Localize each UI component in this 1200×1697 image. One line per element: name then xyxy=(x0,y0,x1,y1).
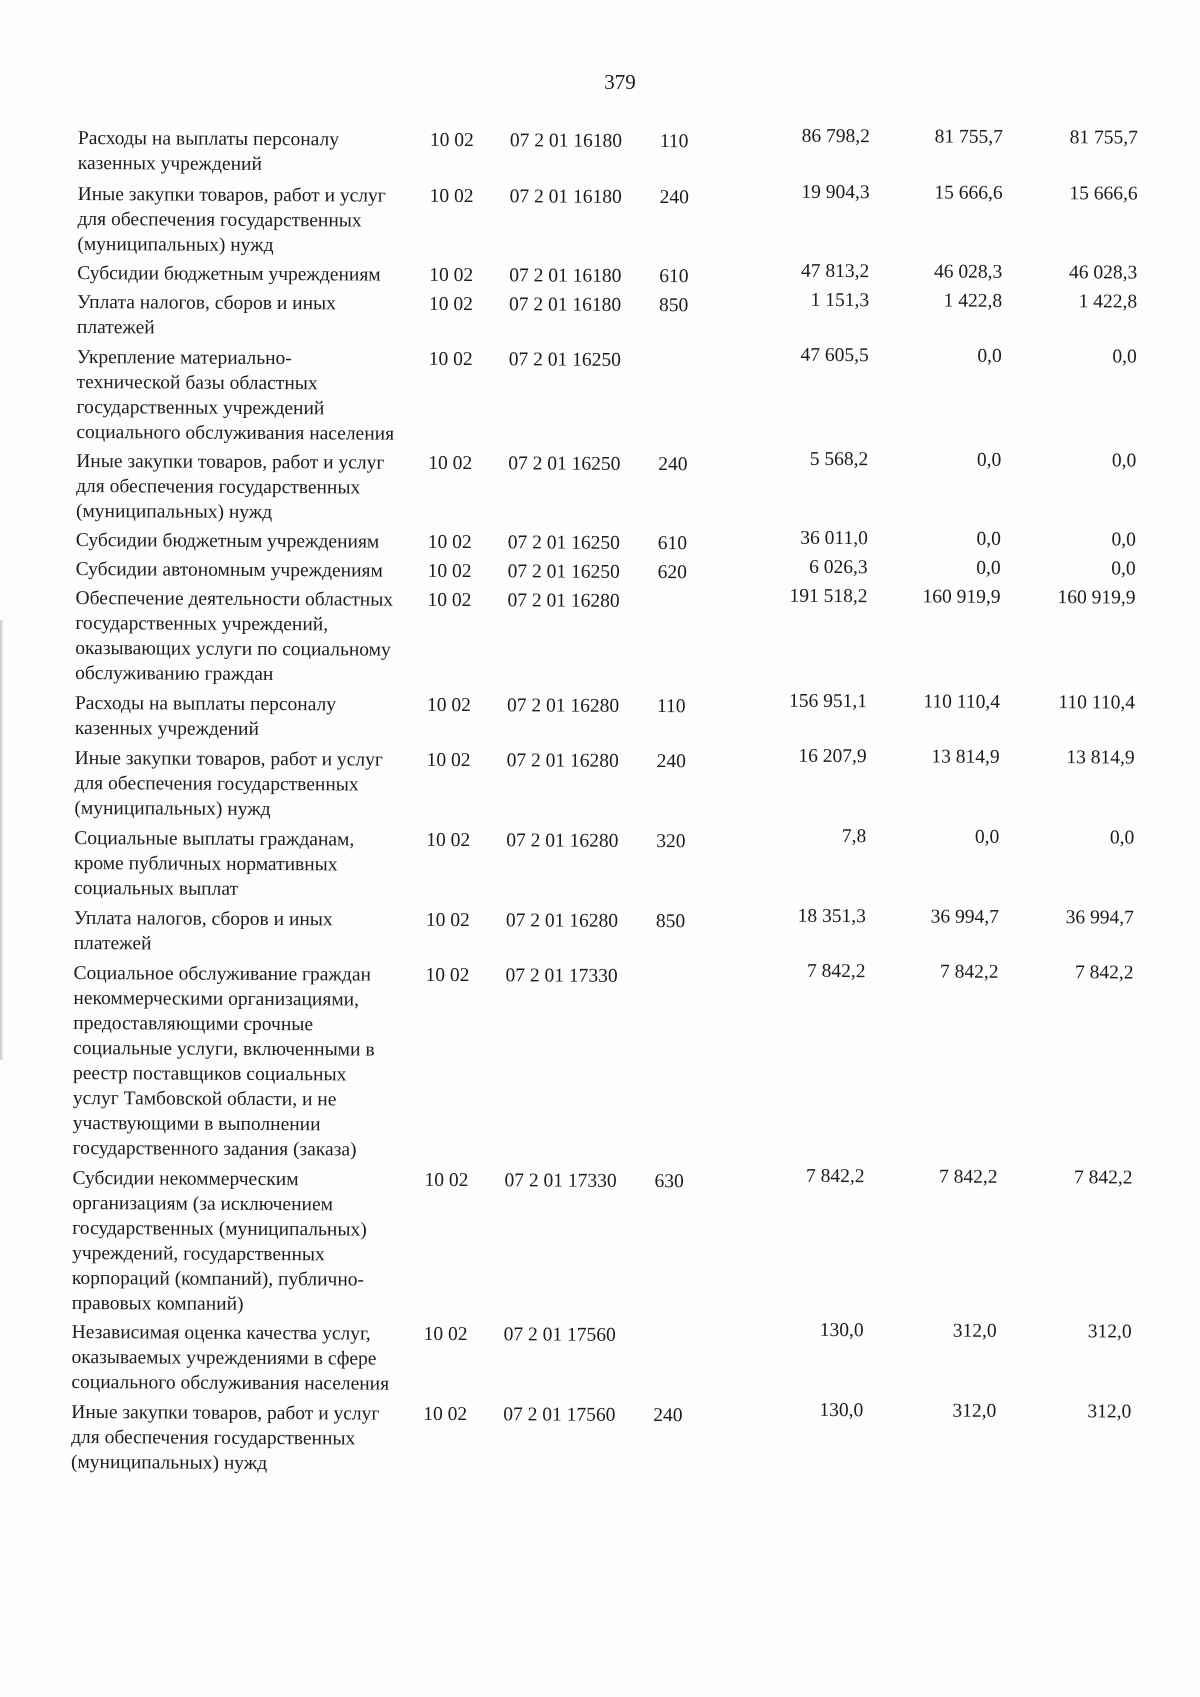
row-section: 10 02 xyxy=(427,531,472,554)
row-value-3: 7 842,2 xyxy=(1073,1167,1133,1189)
row-name: Иные закупки товаров, работ и услуг для обеспечения государственных (муниципальных) нужд xyxy=(75,450,385,524)
row-code: 07 2 01 16280 xyxy=(507,590,620,612)
table-row xyxy=(77,182,1182,263)
row-value-3: 160 919,9 xyxy=(1057,587,1136,609)
row-name: Субсидии некоммерческим организациям (за исключением государственных (муниципальных) учреждений, государственных корпораций (компаний), публично- правовых компаний) xyxy=(71,1167,367,1315)
row-value-2: 0,0 xyxy=(976,449,1002,471)
row-value-1: 19 904,3 xyxy=(801,181,870,204)
row-section: 10 02 xyxy=(425,964,470,987)
row-expense-type: 850 xyxy=(659,295,689,317)
row-value-1: 5 568,2 xyxy=(809,448,869,471)
row-section: 10 02 xyxy=(427,589,472,612)
row-value-2: 7 842,2 xyxy=(938,1166,998,1188)
row-value-1: 47 813,2 xyxy=(800,260,870,283)
table-row xyxy=(76,449,1181,530)
row-value-2: 110 110,4 xyxy=(923,691,1001,713)
row-name: Иные закупки товаров, работ и услуг для обеспечения государственных (муниципальных) нужд xyxy=(77,183,386,257)
table-row xyxy=(74,826,1179,907)
row-code: 07 2 01 17330 xyxy=(505,965,618,987)
row-expense-type: 110 xyxy=(659,131,689,153)
row-section: 10 02 xyxy=(429,264,474,287)
row-value-3: 81 755,7 xyxy=(1069,127,1139,149)
row-section: 10 02 xyxy=(426,694,471,717)
table-row xyxy=(77,261,1182,292)
row-name: Социальное обслуживание граждан некоммерческими организациями, предоставляющими срочные социальные услуги, включенными в реестр поставщиков социальных услуг Тамбовской области, и не участвующими в выполнении государственного задания (заказа) xyxy=(72,962,375,1161)
row-value-1: 7 842,2 xyxy=(805,1165,865,1188)
row-code: 07 2 01 16180 xyxy=(509,265,622,287)
row-name: Социальные выплаты гражданам, кроме публичных нормативных социальных выплат xyxy=(73,827,355,900)
row-value-1: 7,8 xyxy=(841,826,867,848)
row-name: Расходы на выплаты персоналу казенных учреждений xyxy=(77,127,340,175)
row-code: 07 2 01 16280 xyxy=(506,830,619,852)
row-value-1: 130,0 xyxy=(819,1319,864,1342)
row-name: Субсидии автономным учреждениям xyxy=(75,558,383,582)
row-value-2: 312,0 xyxy=(952,1320,997,1342)
row-value-3: 15 666,6 xyxy=(1069,183,1138,205)
row-code: 07 2 01 16280 xyxy=(505,910,619,932)
row-value-1: 47 605,5 xyxy=(800,344,869,367)
row-code: 07 2 01 16180 xyxy=(509,130,623,152)
row-value-2: 1 422,8 xyxy=(943,290,1003,312)
row-code: 07 2 01 17560 xyxy=(503,1404,616,1426)
row-code: 07 2 01 17560 xyxy=(503,1324,616,1346)
row-name: Обеспечение деятельности областных государственных учреждений, оказывающих услуги по социальному обслуживанию граждан xyxy=(75,587,394,686)
row-expense-type: 320 xyxy=(656,831,686,853)
row-value-2: 0,0 xyxy=(976,528,1001,550)
row-code: 07 2 01 16250 xyxy=(507,532,621,554)
table-row xyxy=(71,1320,1176,1401)
row-value-1: 18 351,3 xyxy=(797,905,866,928)
row-value-2: 312,0 xyxy=(952,1400,997,1422)
row-expense-type: 110 xyxy=(656,696,686,718)
row-name: Расходы на выплаты персоналу казенных учреждений xyxy=(74,692,337,740)
row-expense-type: 850 xyxy=(655,911,686,933)
row-code: 07 2 01 16180 xyxy=(509,186,622,208)
row-section: 10 02 xyxy=(429,293,474,316)
row-value-3: 0,0 xyxy=(1111,558,1136,580)
row-code: 07 2 01 17330 xyxy=(504,1170,617,1192)
row-value-3: 7 842,2 xyxy=(1075,962,1134,984)
row-value-2: 7 842,2 xyxy=(940,961,999,983)
row-name: Субсидии бюджетным учреждениям xyxy=(75,529,380,553)
row-name: Иные закупки товаров, работ и услуг для обеспечения государственных (муниципальных) нужд xyxy=(70,1401,380,1475)
table-row xyxy=(76,345,1182,451)
table-row xyxy=(77,290,1182,346)
row-code: 07 2 01 16280 xyxy=(506,750,619,772)
row-name: Уплата налогов, сборов и иных платежей xyxy=(76,291,336,339)
budget-table xyxy=(71,126,1183,1481)
row-section: 10 02 xyxy=(426,749,471,772)
row-section: 10 02 xyxy=(427,560,472,583)
row-code: 07 2 01 16180 xyxy=(509,294,622,316)
row-value-3: 0,0 xyxy=(1111,529,1136,551)
row-value-1: 6 026,3 xyxy=(809,556,868,579)
row-expense-type: 610 xyxy=(657,533,688,555)
row-name: Укрепление материально- технической базы областных государственных учреждений социального обслуживания населения xyxy=(76,346,395,445)
table-row xyxy=(75,691,1180,747)
row-value-3: 312,0 xyxy=(1087,1321,1132,1343)
row-value-3: 0,0 xyxy=(1111,450,1137,472)
table-row xyxy=(73,961,1179,1167)
row-section: 10 02 xyxy=(423,1403,468,1426)
table-row xyxy=(76,557,1181,588)
row-expense-type: 240 xyxy=(653,1405,683,1427)
row-section: 10 02 xyxy=(429,129,474,152)
row-expense-type: 610 xyxy=(659,266,689,288)
row-name: Уплата налогов, сборов и иных платежей xyxy=(73,907,333,955)
row-value-2: 46 028,3 xyxy=(933,261,1003,283)
row-code: 07 2 01 16250 xyxy=(508,453,621,475)
row-value-2: 15 666,6 xyxy=(934,182,1003,204)
table-row xyxy=(71,1400,1176,1481)
row-code: 07 2 01 16250 xyxy=(508,349,621,371)
row-value-1: 1 151,3 xyxy=(810,289,870,312)
table-row xyxy=(76,528,1181,559)
row-value-2: 81 755,7 xyxy=(934,126,1004,148)
row-section: 10 02 xyxy=(426,829,471,852)
row-value-1: 156 951,1 xyxy=(788,690,868,713)
row-code: 07 2 01 16280 xyxy=(506,695,620,717)
row-value-3: 0,0 xyxy=(1109,827,1135,849)
table-row xyxy=(75,586,1181,692)
row-value-3: 1 422,8 xyxy=(1078,291,1138,313)
row-value-1: 7 842,2 xyxy=(807,960,866,983)
row-value-3: 0,0 xyxy=(1112,346,1137,368)
table-row xyxy=(78,126,1183,182)
row-section: 10 02 xyxy=(429,185,474,208)
row-expense-type: 620 xyxy=(657,562,687,584)
row-value-3: 46 028,3 xyxy=(1068,262,1138,284)
row-value-2: 0,0 xyxy=(977,345,1002,367)
row-value-1: 191 518,2 xyxy=(789,585,868,608)
row-expense-type: 240 xyxy=(658,454,688,476)
row-value-3: 13 814,9 xyxy=(1066,747,1135,769)
row-value-3: 312,0 xyxy=(1087,1401,1132,1423)
row-section: 10 02 xyxy=(425,909,470,932)
row-expense-type: 240 xyxy=(659,187,689,209)
row-value-1: 86 798,2 xyxy=(801,125,871,148)
row-expense-type: 240 xyxy=(656,751,686,773)
row-name: Субсидии бюджетным учреждениям xyxy=(77,262,381,286)
row-value-1: 130,0 xyxy=(819,1399,864,1422)
table-row xyxy=(74,906,1179,962)
table-row xyxy=(72,1166,1178,1322)
row-value-3: 110 110,4 xyxy=(1058,692,1136,714)
row-value-2: 13 814,9 xyxy=(931,746,1000,768)
row-value-1: 16 207,9 xyxy=(798,745,867,768)
row-expense-type: 630 xyxy=(654,1171,684,1193)
row-section: 10 02 xyxy=(428,452,473,475)
row-code: 07 2 01 16250 xyxy=(507,561,620,583)
page-number: 379 xyxy=(604,70,636,94)
row-section: 10 02 xyxy=(423,1323,468,1346)
row-value-1: 36 011,0 xyxy=(800,527,868,550)
row-section: 10 02 xyxy=(428,348,473,371)
row-name: Иные закупки товаров, работ и услуг для обеспечения государственных (муниципальных) нужд xyxy=(74,747,383,821)
scan-edge-shadow xyxy=(0,620,4,1060)
row-value-2: 0,0 xyxy=(974,826,1000,848)
row-value-3: 36 994,7 xyxy=(1065,907,1134,929)
row-name: Независимая оценка качества услуг, оказываемых учреждениями в сфере социального обслуживания населения xyxy=(71,1321,390,1395)
row-value-2: 0,0 xyxy=(976,557,1001,579)
row-section: 10 02 xyxy=(424,1169,469,1192)
row-value-2: 36 994,7 xyxy=(930,906,999,928)
table-row xyxy=(74,746,1179,827)
row-value-2: 160 919,9 xyxy=(922,586,1001,608)
